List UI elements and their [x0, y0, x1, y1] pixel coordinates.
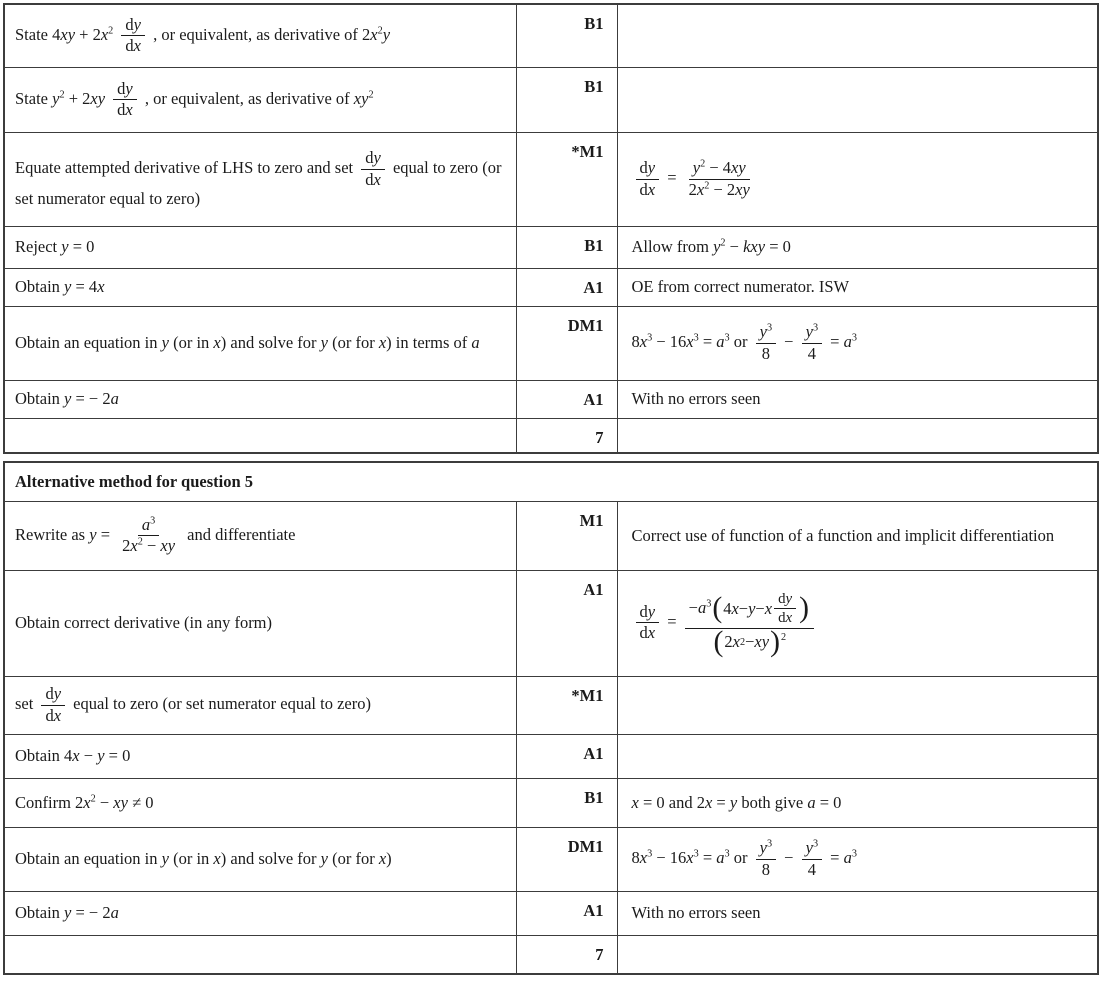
mark-cell: A1 — [516, 380, 617, 418]
comment-cell: $8x^3 - 16x^3 = a^3$ or $\frac{y^3}{8}$ − $\frac{y^3}{4}$ = $a^3$ — [617, 306, 1098, 380]
alternative-method-rows — [4, 501, 1098, 974]
comment-cell: With no errors seen — [617, 891, 1098, 935]
mark-cell: 7 — [516, 935, 617, 974]
comment-cell: x = 0 and 2x = y both give a = 0 — [617, 778, 1098, 827]
table-row — [4, 418, 1098, 453]
comment-cell: $\frac{dy}{dx}$ = $-a^3$ ( 4 x − y − x $\frac{dy}{dx}$ ) ( 2 x 2 − xy ) $^2$ — [617, 570, 1098, 676]
table-row — [4, 268, 1098, 306]
question-5-rows — [4, 4, 1098, 453]
comment-cell: $8x^3 - 16x^3 = a^3$ or $\frac{y^3}{8}$ − $\frac{y^3}{4}$ = $a^3$ — [617, 827, 1098, 891]
description-cell: Obtain 4x − y = 0 — [4, 734, 516, 778]
mark-cell: A1 — [516, 734, 617, 778]
table-row — [4, 827, 1098, 891]
description-cell: Rewrite as y = $\frac{a^3}{2x^2 - xy}$ and differentiate — [4, 501, 516, 570]
comment-cell — [617, 67, 1098, 132]
description-cell: Obtain an equation in y (or in x) and solve for y (or for x) — [4, 827, 516, 891]
mark-cell: A1 — [516, 570, 617, 676]
table-row — [4, 935, 1098, 974]
mark-cell: DM1 — [516, 827, 617, 891]
table-row — [4, 778, 1098, 827]
table-row — [4, 570, 1098, 676]
mark-cell: B1 — [516, 67, 617, 132]
alternative-method-header-cell — [4, 462, 1098, 501]
alternative-method-title: Alternative method for question 5 — [15, 471, 254, 491]
comment-cell — [617, 676, 1098, 734]
comment-cell: OE from correct numerator. ISW — [617, 268, 1098, 306]
table-row — [4, 891, 1098, 935]
description-cell: Reject y = 0 — [4, 226, 516, 268]
comment-cell: Allow from $y^2$ − kxy = 0 — [617, 226, 1098, 268]
mark-cell: B1 — [516, 778, 617, 827]
table-row — [4, 501, 1098, 570]
description-cell — [4, 418, 516, 453]
mark-cell: B1 — [516, 4, 617, 67]
table-row — [4, 4, 1098, 67]
comment-cell — [617, 4, 1098, 67]
table-row — [4, 380, 1098, 418]
description-cell: Obtain y = − 2a — [4, 891, 516, 935]
description-cell — [4, 935, 516, 974]
question-5-alternative-method-table — [3, 461, 1099, 975]
description-cell: State $4xy + 2x^2$ $\frac{dy}{dx}$ , or equivalent, as derivative of $2x^2y$ — [4, 4, 516, 67]
comment-cell — [617, 418, 1098, 453]
question-5-mark-scheme-table — [3, 3, 1099, 454]
mark-cell: B1 — [516, 226, 617, 268]
mark-cell: DM1 — [516, 306, 617, 380]
table-row — [4, 676, 1098, 734]
table-row — [4, 226, 1098, 268]
table-row — [4, 67, 1098, 132]
description-cell: set $\frac{dy}{dx}$ equal to zero (or set numerator equal to zero) — [4, 676, 516, 734]
mark-cell: *M1 — [516, 676, 617, 734]
comment-cell — [617, 734, 1098, 778]
mark-cell: A1 — [516, 891, 617, 935]
alternative-method-header-row — [4, 462, 1098, 501]
mark-cell: M1 — [516, 501, 617, 570]
comment-cell: $\frac{dy}{dx}$ = $\frac{y^2 - 4xy}{2x^2 - 2xy}$ — [617, 132, 1098, 226]
table-row — [4, 306, 1098, 380]
description-cell: Obtain correct derivative (in any form) — [4, 570, 516, 676]
description-cell: Obtain y = − 2a — [4, 380, 516, 418]
comment-cell: Correct use of function of a function and implicit differentiation — [617, 501, 1098, 570]
comment-cell — [617, 935, 1098, 974]
description-cell: Confirm $2x^2$ − xy ≠ 0 — [4, 778, 516, 827]
mark-cell: 7 — [516, 418, 617, 453]
description-cell: Obtain an equation in y (or in x) and solve for y (or for x) in terms of a — [4, 306, 516, 380]
mark-cell: *M1 — [516, 132, 617, 226]
table-row — [4, 132, 1098, 226]
comment-cell: With no errors seen — [617, 380, 1098, 418]
table-row — [4, 734, 1098, 778]
table-separator — [3, 454, 1097, 461]
description-cell: State $y^2 + 2xy$ $\frac{dy}{dx}$ , or equivalent, as derivative of $xy^2$ — [4, 67, 516, 132]
description-cell: Equate attempted derivative of LHS to zero and set $\frac{dy}{dx}$ equal to zero (or set numerator equal to zero) — [4, 132, 516, 226]
mark-cell: A1 — [516, 268, 617, 306]
description-cell: Obtain y = 4x — [4, 268, 516, 306]
